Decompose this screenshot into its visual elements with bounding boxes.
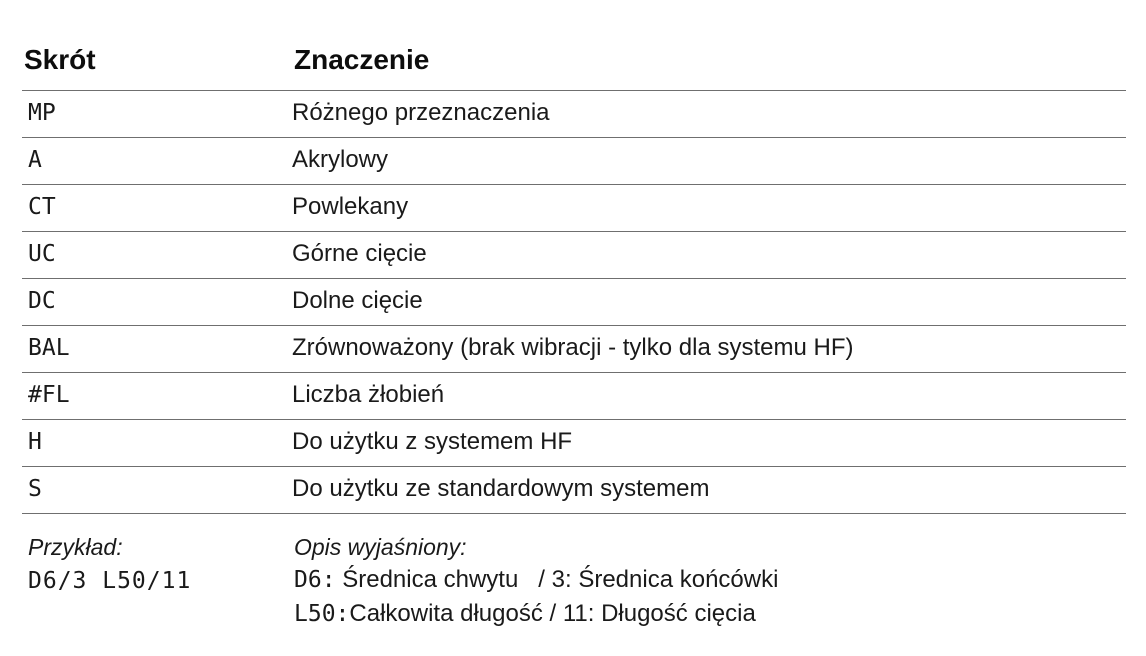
table-row — [22, 232, 1126, 279]
table-row — [22, 420, 1126, 467]
meaning-cell: Do użytku ze standardowym systemem — [292, 475, 710, 502]
meaning-cell: Akrylowy — [292, 146, 389, 173]
abbreviation-cell: DC — [28, 288, 56, 314]
description-line — [294, 566, 778, 594]
example-code: D6/3 L50/11 — [28, 568, 192, 594]
table-row — [22, 326, 1126, 373]
abbreviation-cell: MP — [28, 100, 56, 126]
abbreviation-cell: UC — [28, 241, 56, 267]
description-text: Całkowita długość / 11: Długość cięcia — [349, 600, 756, 627]
header-meaning: Znaczenie — [294, 44, 430, 75]
meaning-cell: Powlekany — [292, 193, 409, 220]
meaning-cell: Liczba żłobień — [292, 381, 445, 408]
abbreviation-cell: A — [28, 147, 42, 173]
description-code: L50: — [294, 601, 350, 627]
description-line — [294, 600, 756, 628]
description-text: Średnica chwytu / 3: Średnica końcówki — [335, 566, 779, 593]
abbreviation-table — [22, 38, 1126, 634]
table-row — [22, 373, 1126, 420]
abbreviation-cell: BAL — [28, 335, 70, 361]
meaning-cell: Różnego przeznaczenia — [292, 99, 550, 126]
example-section — [22, 514, 1126, 634]
meaning-cell: Do użytku z systemem HF — [292, 428, 573, 455]
table-row — [22, 185, 1126, 232]
meaning-cell: Górne cięcie — [292, 240, 427, 267]
description-code: D6: — [294, 567, 336, 593]
meaning-cell: Dolne cięcie — [292, 287, 423, 314]
description-label: Opis wyjaśniony: — [294, 534, 467, 560]
table-header — [22, 38, 1126, 91]
abbreviation-cell: CT — [28, 194, 56, 220]
abbreviation-cell: H — [28, 429, 42, 455]
table-row — [22, 467, 1126, 514]
abbreviation-cell: #FL — [28, 382, 70, 408]
table-row — [22, 138, 1126, 185]
table-row — [22, 279, 1126, 326]
meaning-cell: Zrównoważony (brak wibracji - tylko dla systemu HF) — [292, 334, 854, 361]
abbreviation-cell: S — [28, 476, 42, 502]
header-abbreviation: Skrót — [24, 44, 96, 75]
table-row — [22, 91, 1126, 138]
example-label: Przykład: — [28, 534, 123, 560]
